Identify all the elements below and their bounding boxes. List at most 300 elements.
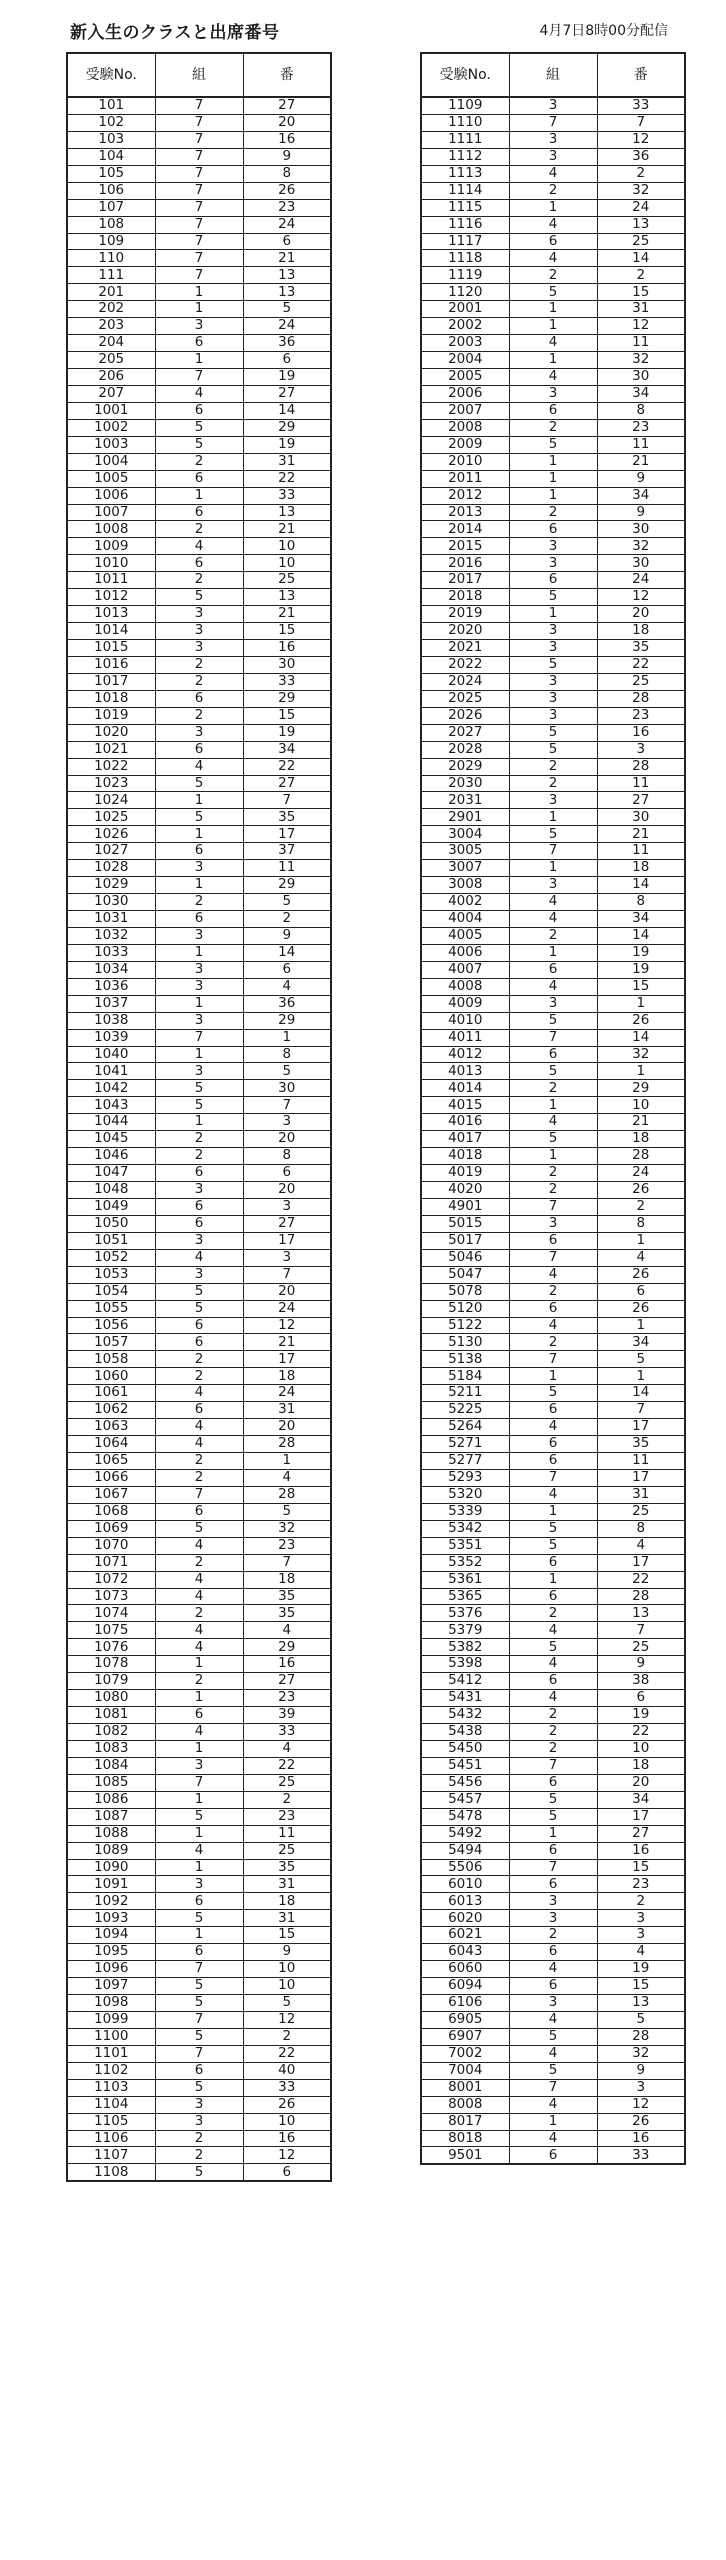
seat-number-cell: 5 [243, 1063, 331, 1080]
class-cell: 2 [155, 2147, 243, 2164]
table-row [67, 369, 331, 386]
seat-number-cell: 4 [597, 1537, 685, 1554]
class-cell: 6 [155, 1893, 243, 1910]
class-cell: 3 [509, 538, 597, 555]
exam-number-cell: 1072 [67, 1571, 155, 1588]
class-cell: 3 [509, 995, 597, 1012]
class-cell: 2 [509, 182, 597, 199]
class-cell: 1 [509, 1097, 597, 1114]
seat-number-cell: 12 [597, 589, 685, 606]
exam-number-cell: 1028 [67, 860, 155, 877]
seat-number-cell: 5 [243, 1995, 331, 2012]
exam-number-cell: 2029 [421, 758, 509, 775]
class-cell: 2 [155, 673, 243, 690]
class-cell: 6 [155, 1165, 243, 1182]
seat-number-cell: 4 [243, 1740, 331, 1757]
seat-number-cell: 24 [597, 572, 685, 589]
seat-number-cell: 6 [243, 2164, 331, 2181]
table-row [421, 1131, 685, 1148]
seat-number-cell: 4 [243, 1469, 331, 1486]
class-cell: 6 [509, 1842, 597, 1859]
class-cell: 3 [155, 2096, 243, 2113]
class-cell: 6 [155, 402, 243, 419]
seat-number-cell: 9 [597, 1656, 685, 1673]
table-row [421, 995, 685, 1012]
class-cell: 1 [155, 1114, 243, 1131]
seat-number-cell: 24 [597, 199, 685, 216]
class-cell: 3 [509, 673, 597, 690]
exam-number-cell: 2030 [421, 775, 509, 792]
table-row [67, 1927, 331, 1944]
class-cell: 6 [155, 470, 243, 487]
class-cell: 6 [155, 843, 243, 860]
class-cell: 7 [155, 2045, 243, 2062]
exam-number-cell: 201 [67, 284, 155, 301]
class-cell: 7 [155, 131, 243, 148]
table-row [421, 1148, 685, 1165]
class-cell: 1 [509, 1503, 597, 1520]
seat-number-cell: 22 [597, 1724, 685, 1741]
seat-number-cell: 14 [243, 944, 331, 961]
exam-number-cell: 3007 [421, 860, 509, 877]
class-cell: 5 [155, 1910, 243, 1927]
exam-number-cell: 5293 [421, 1469, 509, 1486]
exam-number-cell: 5015 [421, 1215, 509, 1232]
exam-number-cell: 5478 [421, 1808, 509, 1825]
exam-number-cell: 1062 [67, 1402, 155, 1419]
class-cell: 6 [155, 555, 243, 572]
class-cell: 2 [509, 775, 597, 792]
table-row [421, 352, 685, 369]
seat-number-cell: 12 [243, 2147, 331, 2164]
table-row [421, 1419, 685, 1436]
seat-number-cell: 14 [243, 402, 331, 419]
table-row [67, 1910, 331, 1927]
exam-number-cell: 101 [67, 97, 155, 114]
exam-number-cell: 2004 [421, 352, 509, 369]
exam-number-cell: 1073 [67, 1588, 155, 1605]
table-row [421, 436, 685, 453]
table-row [67, 1080, 331, 1097]
table-row [421, 1097, 685, 1114]
table-row [67, 182, 331, 199]
seat-number-cell: 21 [597, 826, 685, 843]
class-cell: 4 [509, 369, 597, 386]
class-cell: 1 [509, 1825, 597, 1842]
table-row [67, 1351, 331, 1368]
table-row [421, 944, 685, 961]
table-row [67, 656, 331, 673]
exam-number-cell: 1057 [67, 1334, 155, 1351]
seat-number-cell: 8 [597, 1520, 685, 1537]
exam-number-cell: 1109 [421, 97, 509, 114]
table-row [67, 233, 331, 250]
class-cell: 5 [509, 589, 597, 606]
exam-number-cell: 1007 [67, 504, 155, 521]
class-cell: 7 [155, 1774, 243, 1791]
class-cell: 5 [509, 2062, 597, 2079]
exam-number-cell: 1080 [67, 1690, 155, 1707]
table-row [67, 1046, 331, 1063]
seat-number-cell: 7 [243, 1266, 331, 1283]
seat-number-cell: 21 [243, 1334, 331, 1351]
class-cell: 1 [509, 1571, 597, 1588]
exam-number-cell: 2024 [421, 673, 509, 690]
exam-number-cell: 1006 [67, 487, 155, 504]
exam-number-cell: 1017 [67, 673, 155, 690]
table-row [67, 707, 331, 724]
class-cell: 6 [155, 1215, 243, 1232]
exam-number-cell: 1089 [67, 1842, 155, 1859]
table-row [67, 1402, 331, 1419]
exam-number-cell: 6905 [421, 2011, 509, 2028]
exam-number-cell: 1016 [67, 656, 155, 673]
seat-number-cell: 3 [597, 741, 685, 758]
seat-number-cell: 27 [243, 775, 331, 792]
exam-number-cell: 2006 [421, 385, 509, 402]
seat-number-cell: 5 [597, 2011, 685, 2028]
exam-number-cell: 1071 [67, 1554, 155, 1571]
class-cell: 1 [155, 877, 243, 894]
table-row [67, 2096, 331, 2113]
exam-number-cell: 1022 [67, 758, 155, 775]
exam-number-cell: 2025 [421, 690, 509, 707]
seat-number-cell: 8 [597, 402, 685, 419]
seat-number-cell: 32 [597, 1046, 685, 1063]
class-cell: 4 [509, 894, 597, 911]
table-row [67, 2113, 331, 2130]
seat-number-cell: 13 [243, 284, 331, 301]
class-cell: 2 [155, 1148, 243, 1165]
table-row [67, 911, 331, 928]
table-row [421, 284, 685, 301]
seat-number-cell: 6 [243, 961, 331, 978]
class-cell: 4 [509, 1656, 597, 1673]
class-cell: 2 [155, 1673, 243, 1690]
class-cell: 4 [155, 538, 243, 555]
class-cell: 3 [509, 1995, 597, 2012]
table-row [67, 2045, 331, 2062]
class-cell: 7 [155, 369, 243, 386]
exam-number-cell: 7002 [421, 2045, 509, 2062]
seat-number-cell: 35 [243, 1588, 331, 1605]
table-row [421, 2045, 685, 2062]
class-cell: 5 [155, 2028, 243, 2045]
table-row [67, 673, 331, 690]
table-row [421, 2011, 685, 2028]
exam-number-cell: 5271 [421, 1436, 509, 1453]
seat-number-cell: 30 [243, 656, 331, 673]
table-row [421, 1351, 685, 1368]
table-row [67, 1859, 331, 1876]
class-cell: 7 [155, 250, 243, 267]
seat-number-cell: 7 [597, 1622, 685, 1639]
table-row [421, 165, 685, 182]
seat-number-cell: 12 [243, 1317, 331, 1334]
class-cell: 1 [155, 1656, 243, 1673]
table-row [421, 775, 685, 792]
seat-number-cell: 33 [597, 97, 685, 114]
seat-number-cell: 32 [597, 182, 685, 199]
table-row [67, 1063, 331, 1080]
table-row [67, 504, 331, 521]
class-cell: 5 [509, 1063, 597, 1080]
table-row [67, 1368, 331, 1385]
seat-number-cell: 20 [243, 1131, 331, 1148]
seat-number-cell: 2 [597, 267, 685, 284]
table-row [67, 1724, 331, 1741]
exam-number-cell: 1096 [67, 1961, 155, 1978]
table-row [67, 521, 331, 538]
table-row [421, 1995, 685, 2012]
table-row [67, 402, 331, 419]
exam-number-cell: 1082 [67, 1724, 155, 1741]
exam-number-cell: 1112 [421, 148, 509, 165]
exam-number-cell: 5412 [421, 1673, 509, 1690]
table-row [421, 2062, 685, 2079]
seat-number-cell: 36 [597, 148, 685, 165]
table-row [421, 2096, 685, 2113]
seat-number-cell: 6 [243, 1165, 331, 1182]
seat-number-cell: 36 [243, 995, 331, 1012]
exam-number-cell: 1040 [67, 1046, 155, 1063]
table-row [421, 758, 685, 775]
table-row [421, 572, 685, 589]
seat-number-cell: 2 [597, 1893, 685, 1910]
exam-number-cell: 1050 [67, 1215, 155, 1232]
class-cell: 7 [155, 267, 243, 284]
exam-number-cell: 6010 [421, 1876, 509, 1893]
class-cell: 5 [155, 1995, 243, 2012]
table-row [421, 2113, 685, 2130]
table-row [421, 1317, 685, 1334]
column-header-class: 組 [509, 53, 597, 97]
class-cell: 6 [155, 741, 243, 758]
table-row [67, 148, 331, 165]
exam-number-cell: 2002 [421, 318, 509, 335]
seat-number-cell: 9 [597, 504, 685, 521]
class-cell: 4 [509, 1690, 597, 1707]
class-cell: 3 [155, 1232, 243, 1249]
table-row [421, 1334, 685, 1351]
seat-number-cell: 10 [243, 538, 331, 555]
seat-number-cell: 7 [243, 792, 331, 809]
seat-number-cell: 14 [597, 250, 685, 267]
seat-number-cell: 17 [243, 1351, 331, 1368]
seat-number-cell: 23 [597, 419, 685, 436]
table-row [421, 843, 685, 860]
seat-number-cell: 4 [243, 978, 331, 995]
exam-number-cell: 1036 [67, 978, 155, 995]
class-cell: 6 [509, 1046, 597, 1063]
class-cell: 1 [509, 470, 597, 487]
seat-number-cell: 14 [597, 877, 685, 894]
table-row [421, 656, 685, 673]
table-row [67, 1012, 331, 1029]
class-cell: 2 [155, 2130, 243, 2147]
exam-number-cell: 7004 [421, 2062, 509, 2079]
class-cell: 6 [155, 504, 243, 521]
exam-number-cell: 5456 [421, 1774, 509, 1791]
seat-number-cell: 18 [597, 1757, 685, 1774]
seat-number-cell: 24 [243, 318, 331, 335]
class-cell: 1 [155, 1927, 243, 1944]
seat-number-cell: 19 [243, 724, 331, 741]
seat-number-cell: 28 [597, 2028, 685, 2045]
class-cell: 1 [509, 453, 597, 470]
table-row [421, 1876, 685, 1893]
class-cell: 7 [155, 114, 243, 131]
class-cell: 6 [509, 1978, 597, 1995]
class-cell: 4 [155, 1537, 243, 1554]
seat-number-cell: 1 [597, 1063, 685, 1080]
exam-number-cell: 2015 [421, 538, 509, 555]
table-row [67, 1520, 331, 1537]
seat-number-cell: 12 [243, 2011, 331, 2028]
class-cell: 6 [509, 1588, 597, 1605]
table-row [67, 1791, 331, 1808]
table-row [421, 199, 685, 216]
table-row [67, 453, 331, 470]
class-cell: 6 [509, 1402, 597, 1419]
exam-number-cell: 1100 [67, 2028, 155, 2045]
column-header-exam-no: 受験No. [67, 53, 155, 97]
table-row [421, 1842, 685, 1859]
class-cell: 1 [509, 487, 597, 504]
seat-number-cell: 3 [597, 2079, 685, 2096]
table-row [421, 419, 685, 436]
exam-number-cell: 5342 [421, 1520, 509, 1537]
table-row [67, 1165, 331, 1182]
table-row [67, 284, 331, 301]
class-cell: 1 [155, 944, 243, 961]
table-row [67, 335, 331, 352]
class-cell: 1 [509, 2113, 597, 2130]
exam-number-cell: 206 [67, 369, 155, 386]
seat-number-cell: 10 [243, 2113, 331, 2130]
seat-number-cell: 7 [597, 114, 685, 131]
table-row [67, 690, 331, 707]
exam-number-cell: 5211 [421, 1385, 509, 1402]
table-row [67, 1944, 331, 1961]
seat-number-cell: 32 [597, 2045, 685, 2062]
seat-number-cell: 23 [243, 199, 331, 216]
class-cell: 2 [509, 1740, 597, 1757]
class-cell: 7 [155, 2011, 243, 2028]
exam-number-cell: 1037 [67, 995, 155, 1012]
column-header-number: 番 [243, 53, 331, 97]
exam-number-cell: 1093 [67, 1910, 155, 1927]
table-row [421, 1198, 685, 1215]
seat-number-cell: 17 [597, 1808, 685, 1825]
seat-number-cell: 11 [597, 436, 685, 453]
exam-number-cell: 9501 [421, 2147, 509, 2164]
table-row [67, 1673, 331, 1690]
exam-number-cell: 105 [67, 165, 155, 182]
class-cell: 1 [509, 606, 597, 623]
table-row [67, 1961, 331, 1978]
class-cell: 2 [509, 1283, 597, 1300]
class-cell: 4 [155, 1588, 243, 1605]
seat-number-cell: 16 [597, 724, 685, 741]
exam-number-cell: 5361 [421, 1571, 509, 1588]
seat-number-cell: 9 [597, 470, 685, 487]
seat-number-cell: 15 [597, 1859, 685, 1876]
table-row [421, 470, 685, 487]
class-cell: 2 [155, 707, 243, 724]
seat-number-cell: 34 [597, 487, 685, 504]
seat-number-cell: 17 [597, 1469, 685, 1486]
class-cell: 2 [509, 1605, 597, 1622]
seat-number-cell: 25 [243, 572, 331, 589]
class-cell: 4 [509, 216, 597, 233]
seat-number-cell: 11 [597, 1453, 685, 1470]
seat-number-cell: 5 [243, 301, 331, 318]
seat-number-cell: 10 [597, 1097, 685, 1114]
class-cell: 5 [155, 809, 243, 826]
seat-number-cell: 2 [243, 1791, 331, 1808]
seat-number-cell: 33 [243, 673, 331, 690]
exam-number-cell: 2020 [421, 623, 509, 640]
table-row [421, 2079, 685, 2096]
seat-number-cell: 19 [243, 369, 331, 386]
exam-number-cell: 2010 [421, 453, 509, 470]
table-row [421, 1961, 685, 1978]
class-cell: 7 [155, 97, 243, 114]
table-row [421, 673, 685, 690]
exam-number-cell: 1046 [67, 1148, 155, 1165]
table-row [67, 1757, 331, 1774]
table-row [421, 1639, 685, 1656]
header-row [421, 53, 685, 97]
seat-number-cell: 19 [597, 1961, 685, 1978]
table-row [67, 927, 331, 944]
table-row [421, 1656, 685, 1673]
table-row [67, 1436, 331, 1453]
table-row [421, 1927, 685, 1944]
class-cell: 2 [155, 521, 243, 538]
table-row [67, 2062, 331, 2079]
seat-number-cell: 33 [597, 2147, 685, 2164]
seat-number-cell: 13 [243, 267, 331, 284]
table-row [421, 402, 685, 419]
seat-number-cell: 28 [597, 690, 685, 707]
table-row [67, 775, 331, 792]
table-row [67, 2028, 331, 2045]
seat-number-cell: 15 [597, 1978, 685, 1995]
table-row [421, 606, 685, 623]
exam-number-cell: 1024 [67, 792, 155, 809]
seat-number-cell: 25 [597, 233, 685, 250]
exam-number-cell: 110 [67, 250, 155, 267]
table-row [67, 1893, 331, 1910]
table-row [67, 1469, 331, 1486]
class-cell: 7 [155, 1029, 243, 1046]
exam-number-cell: 1056 [67, 1317, 155, 1334]
seat-number-cell: 3 [243, 1114, 331, 1131]
class-cell: 3 [155, 318, 243, 335]
exam-number-cell: 1011 [67, 572, 155, 589]
exam-number-cell: 1055 [67, 1300, 155, 1317]
exam-number-cell: 1087 [67, 1808, 155, 1825]
seat-number-cell: 25 [597, 673, 685, 690]
exam-number-cell: 8008 [421, 2096, 509, 2113]
table-row [421, 1114, 685, 1131]
table-row [421, 927, 685, 944]
class-cell: 5 [509, 1808, 597, 1825]
class-cell: 3 [155, 978, 243, 995]
exam-number-cell: 4005 [421, 927, 509, 944]
